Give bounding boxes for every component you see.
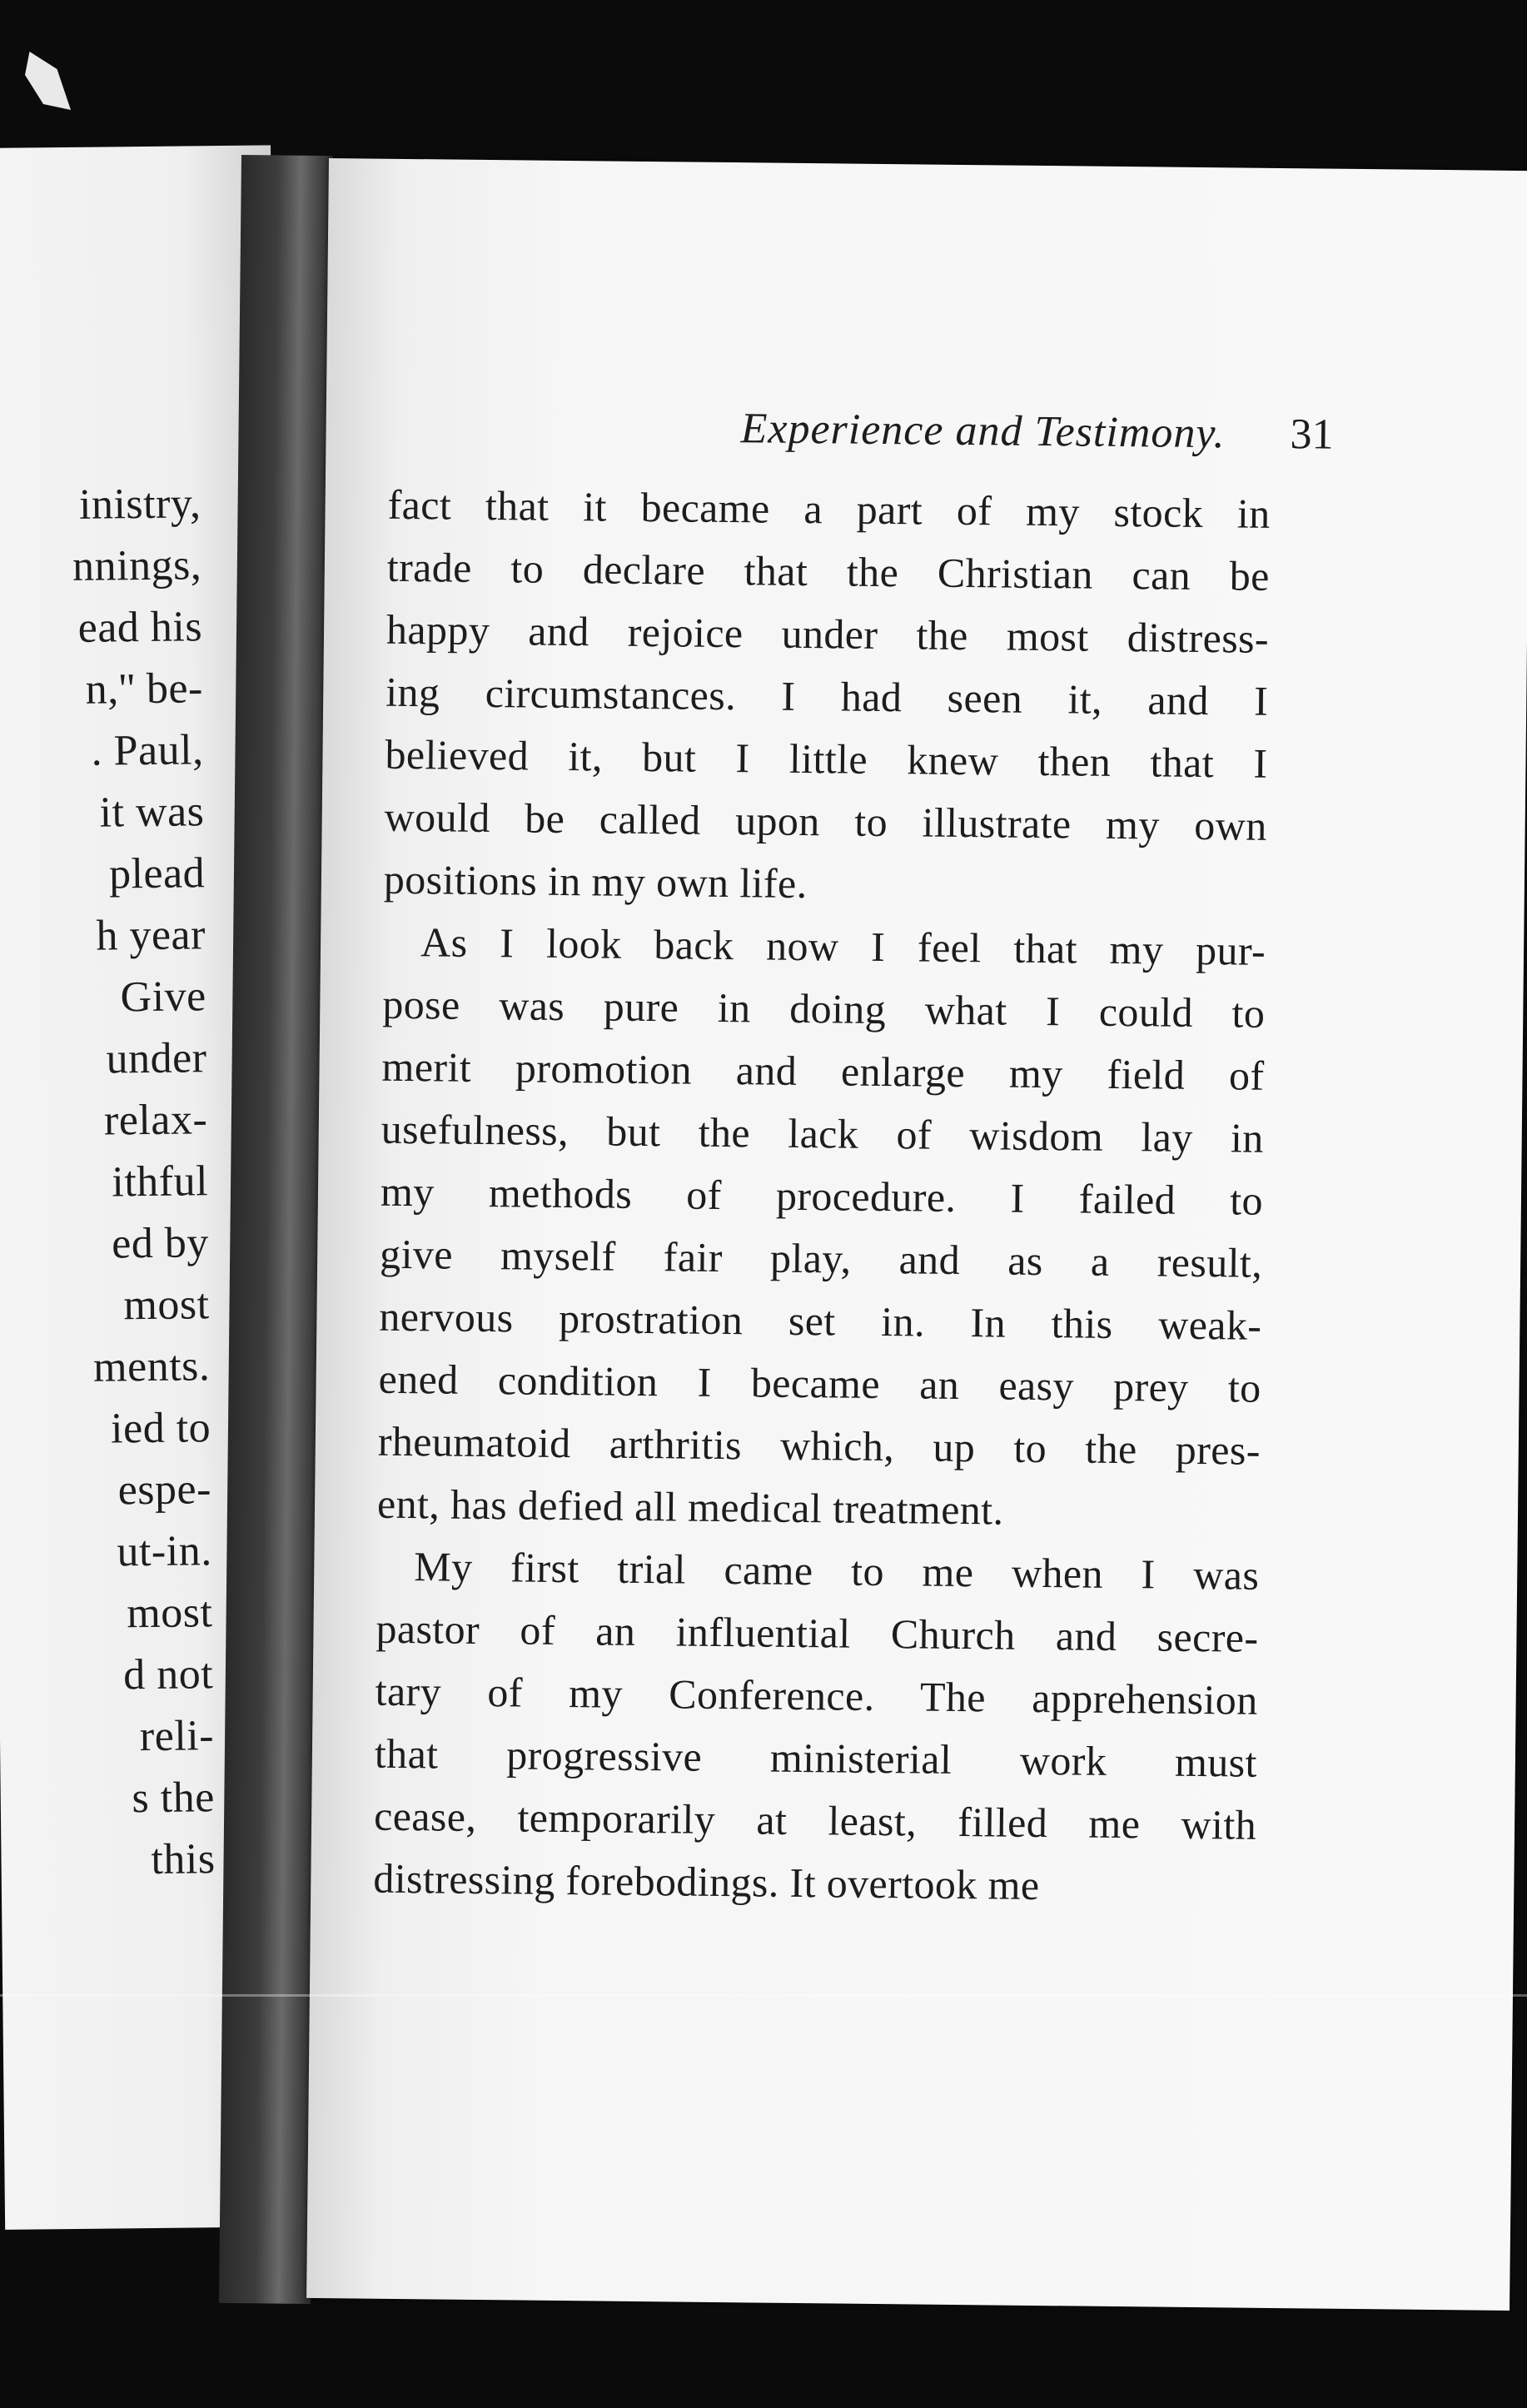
left-page-line: ments. xyxy=(92,1342,211,1391)
left-page-line: inistry, xyxy=(78,480,201,529)
left-page-line: n,'' be- xyxy=(85,664,204,714)
page-header xyxy=(326,391,1527,470)
text-line: merit promotion and enlarge my field of xyxy=(381,1042,1265,1099)
text-line: would be called upon to illustrate my own xyxy=(384,793,1267,849)
left-page-line: h year xyxy=(96,911,206,960)
left-page-text xyxy=(0,473,216,1893)
text-line: ing circumstances. I had seen it, and I xyxy=(385,668,1269,724)
torn-paper-fragment xyxy=(25,52,71,110)
left-page-line: ead his xyxy=(77,603,203,652)
left-page-line: . Paul, xyxy=(91,726,204,775)
left-page-line: ut-in. xyxy=(117,1527,212,1576)
left-page-line: s the xyxy=(132,1774,216,1823)
text-line: positions in my own life. xyxy=(383,855,808,908)
left-page-line: d not xyxy=(122,1650,214,1699)
text-line: pose was pure in doing what I could to xyxy=(382,980,1266,1037)
text-line: my methods of procedure. I failed to xyxy=(380,1167,1264,1224)
text-line: pastor of an influential Church and secre- xyxy=(376,1605,1259,1661)
text-line: cease, temporarily at least, filled me with xyxy=(373,1792,1257,1848)
text-line: ened condition I became an easy prey to xyxy=(378,1355,1261,1411)
text-line: As I look back now I feel that my pur- xyxy=(420,918,1266,974)
text-line: happy and rejoice under the most distress- xyxy=(385,605,1270,662)
text-line: believed it, but I little knew then that I xyxy=(385,730,1268,787)
text-line: usefulness, but the lack of wisdom lay in xyxy=(381,1105,1265,1162)
text-line: that progressive ministerial work must xyxy=(374,1729,1258,1786)
text-line: tary of my Conference. The apprehension xyxy=(375,1667,1258,1724)
text-line: My first trial came to me when I was xyxy=(414,1543,1260,1599)
running-head: Experience and Testimony. xyxy=(740,405,1226,458)
page-number: 31 xyxy=(1290,410,1334,459)
text-line: give myself fair play, and as a result, xyxy=(379,1230,1263,1286)
left-page-line: ithful xyxy=(112,1157,209,1206)
text-line: trade to declare that the Christian can be xyxy=(386,543,1271,600)
text-line: rheumatoid arthritis which, up to the pres- xyxy=(377,1417,1261,1474)
text-line: ent, has defied all medical treatment. xyxy=(376,1480,1004,1534)
film-scratch xyxy=(0,1994,1527,1997)
left-page-line: ied to xyxy=(110,1404,211,1453)
left-page-line: ed by xyxy=(111,1219,210,1268)
text-line: distressing forebodings. It overtook me xyxy=(373,1854,1040,1909)
text-line: nervous prostration set in. In this weak- xyxy=(379,1292,1262,1349)
left-page-line: plead xyxy=(108,849,206,898)
left-page-line: relax- xyxy=(103,1096,208,1145)
text-line: fact that it became a part of my stock in xyxy=(387,480,1271,537)
right-page xyxy=(306,158,1527,2311)
left-page-line: most xyxy=(123,1281,210,1330)
left-page-line: this xyxy=(151,1835,216,1884)
left-page-line: espe- xyxy=(117,1465,212,1515)
left-page-line: most xyxy=(126,1589,213,1638)
left-page-line: nnings, xyxy=(72,541,202,590)
left-page-line: Give xyxy=(120,973,206,1022)
left-page-line: reli- xyxy=(139,1712,215,1761)
body-text xyxy=(373,474,1271,1919)
left-page-line: under xyxy=(106,1034,207,1083)
left-page-line: it was xyxy=(99,788,205,837)
